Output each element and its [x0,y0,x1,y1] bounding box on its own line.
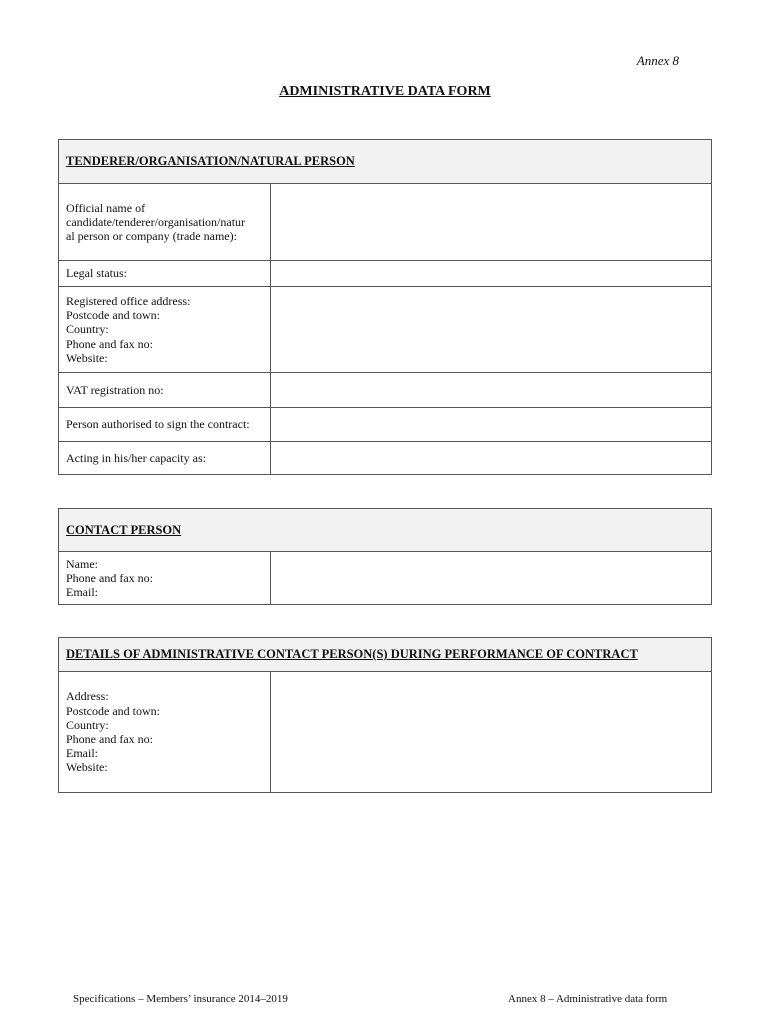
contact-person-section [58,508,712,605]
label-line: Country: [66,717,109,732]
label-line: Website: [66,760,108,775]
form-title: ADMINISTRATIVE DATA FORM [279,84,491,99]
label-line: Postcode and town: [66,308,160,323]
field-label [59,442,271,474]
footer-right: Annex 8 – Administrative data form [508,993,668,1005]
label-line: Address: [66,689,109,704]
form-row [59,408,711,442]
section-heading: DETAILS OF ADMINISTRATIVE CONTACT PERSON(S) DURING PERFORMANCE OF CONTRACT [59,638,711,672]
label-line: VAT registration no: [66,382,164,397]
label-line: Country: [66,322,109,337]
form-row [59,672,711,792]
tenderer-section [58,139,712,475]
label-line: Email: [66,746,98,761]
label-line: Email: [66,585,98,600]
admin-contact-section [58,637,712,793]
authorised-person-field[interactable] [271,408,711,441]
form-row [59,552,711,604]
field-label [59,184,271,260]
field-label [59,261,271,286]
form-row [59,287,711,373]
capacity-field[interactable] [271,442,711,474]
footer-left: Specifications – Members’ insurance 2014–2019 [73,993,288,1005]
label-line: candidate/tenderer/organisation/natur [66,214,246,229]
field-label [59,408,271,441]
contact-person-field[interactable] [271,552,711,604]
registered-office-field[interactable] [271,287,711,372]
vat-number-field[interactable] [271,373,711,407]
label-line: Acting in his/her capacity as: [66,450,206,465]
form-row [59,261,711,287]
label-line: Name: [66,556,98,571]
label-line: Website: [66,350,108,365]
label-line: Registered office address: [66,293,191,308]
label-line: al person or company (trade name): [66,229,237,244]
section-heading: TENDERER/ORGANISATION/NATURAL PERSON [59,140,711,184]
legal-status-field[interactable] [271,261,711,286]
form-row [59,184,711,261]
field-label [59,287,271,372]
label-line: Legal status: [66,266,127,281]
label-line: Phone and fax no: [66,336,153,351]
form-row [59,442,711,474]
form-row [59,373,711,408]
official-name-field[interactable] [271,184,711,260]
annex-label: Annex 8 [636,53,679,68]
section-heading: CONTACT PERSON [59,509,711,552]
field-label [59,672,271,792]
field-label [59,552,271,604]
label-line: Postcode and town: [66,703,160,718]
field-label [59,373,271,407]
label-line: Phone and fax no: [66,570,153,585]
label-line: Person authorised to sign the contract: [66,417,250,432]
label-line: Official name of [66,200,146,215]
label-line: Phone and fax no: [66,732,153,746]
admin-contact-field[interactable] [271,672,711,792]
